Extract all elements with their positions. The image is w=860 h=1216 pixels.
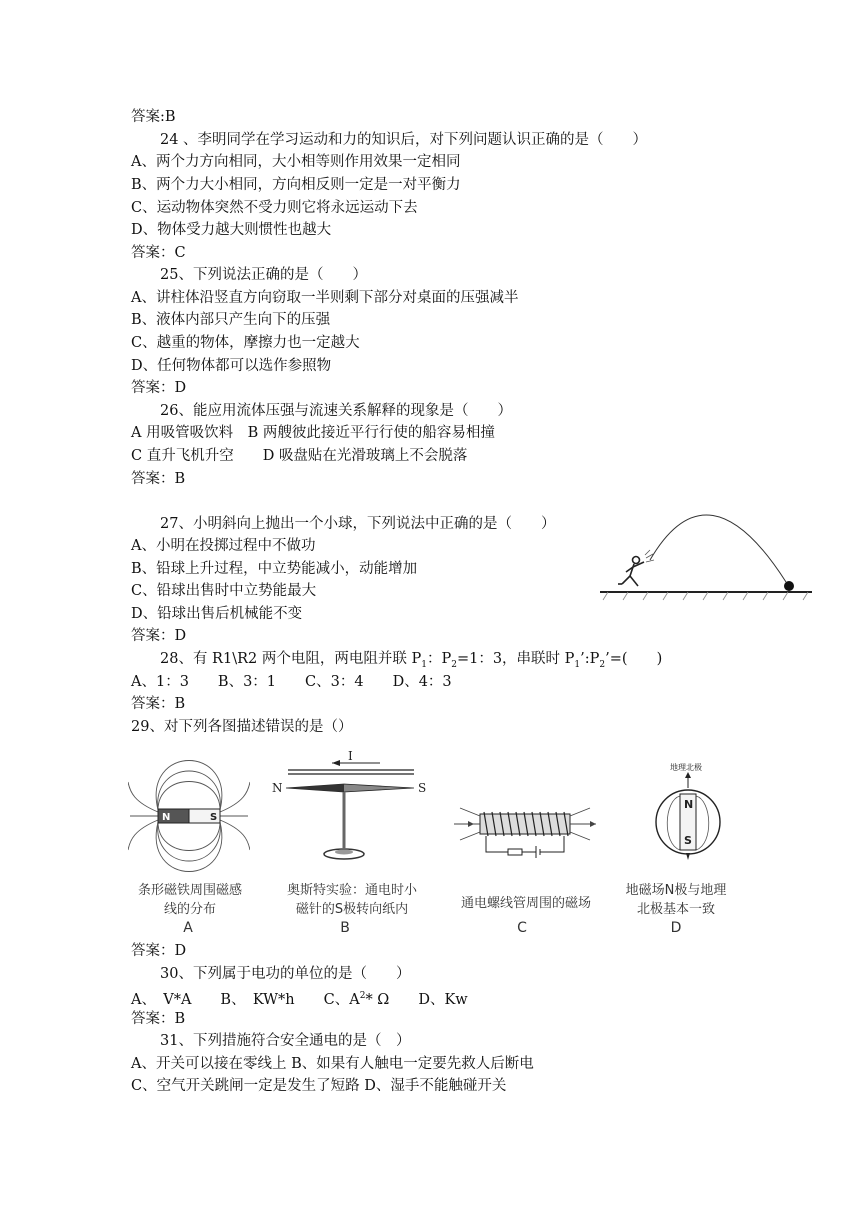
q24-option-c: C、运动物体突然不受力则它将永远运动下去 (131, 200, 418, 216)
thrower-icon (618, 557, 644, 587)
oersted-experiment-figure (268, 748, 438, 876)
q28-options: A、1：3 B、3：1 C、3：4 D、4：3 (131, 674, 452, 690)
geographic-north-label: 地理北极 (670, 763, 702, 772)
fig-c-caption: 通电螺线管周围的磁场 (460, 896, 591, 911)
q31-options-cd: C、空气开关跳闸一定是发生了短路 D、湿手不能触碰开关 (131, 1078, 507, 1094)
q24-option-d: D、物体受力越大则惯性也越大 (131, 222, 332, 238)
q26-options-cd: C 直升飞机升空 D 吸盘贴在光滑玻璃上不会脱落 (131, 448, 468, 464)
q27-option-c: C、铅球出售时中立势能最大 (131, 583, 317, 599)
q25-option-d: D、任何物体都可以选作参照物 (131, 358, 332, 374)
current-label: I (348, 749, 353, 763)
magnet-s-label: S (210, 812, 218, 823)
fig-a-caption: 条形磁铁周围磁感 线的分布 (137, 883, 242, 917)
fig-b-letter: B (340, 920, 350, 936)
answer-30: 答案：B (131, 1011, 186, 1027)
answer-27: 答案：D (131, 628, 187, 644)
earth-magnet-n-label: N (684, 798, 694, 811)
magnet-n-label: N (162, 812, 171, 823)
needle-n-label: N (272, 781, 283, 795)
fig-a-letter: A (183, 920, 193, 936)
geomagnetic-field-figure (636, 760, 740, 870)
q27-option-a: A、小明在投掷过程中不做功 (131, 538, 316, 554)
answer-26: 答案：B (131, 471, 186, 487)
q24-option-b: B、两个力大小相同，方向相反则一定是一对平衡力 (131, 177, 461, 193)
q24-option-a: A、两个力方向相同，大小相等则作用效果一定相同 (131, 154, 461, 170)
bar-magnet-field-figure (128, 752, 250, 880)
question-25: 25、下列说法正确的是（ ） (160, 267, 367, 283)
solenoid-field-figure (452, 800, 598, 862)
q30-options: A、 V*A B、 KW*h C、$A^2*$ Ω D、Kw (131, 991, 468, 1008)
question-26: 26、能应用流体压强与流速关系解释的现象是（ ） (160, 403, 512, 419)
shot-put-figure (598, 500, 816, 604)
answer-23: 答案:B (131, 109, 176, 125)
q26-options-ab: A 用吸管吸饮料 B 两艘彼此接近平行行使的船容易相撞 (131, 425, 495, 441)
q31-options-ab: A、开关可以接在零线上 B、如果有人触电一定要先救人后断电 (131, 1056, 534, 1072)
question-28: 28、有 R1\R2 两个电阻，两电阻并联 $P_1$：$P_2=1$：3，串联时 $P_1’:P_2’=$( ) (160, 651, 663, 670)
needle-s-label: S (418, 781, 427, 795)
q27-option-d: D、铅球出售后机械能不变 (131, 606, 303, 622)
q25-option-b: B、液体内部只产生向下的压强 (131, 312, 331, 328)
fig-c-letter: C (517, 920, 527, 936)
question-30: 30、下列属于电功的单位的是（ ） (160, 966, 411, 982)
question-24: 24 、李明同学在学习运动和力的知识后，对下列问题认识正确的是（ ） (160, 132, 648, 148)
answer-24: 答案：C (131, 245, 186, 261)
fig-b-caption: 奥斯特实验：通电时小 磁针的S极转向纸内 (286, 883, 417, 917)
question-27: 27、小明斜向上抛出一个小球，下列说法中正确的是（ ） (160, 516, 556, 532)
answer-25: 答案：D (131, 380, 187, 396)
answer-29: 答案：D (131, 943, 187, 959)
fig-d-caption: 地磁场N极与地理 北极基本一致 (625, 883, 727, 917)
q27-option-b: B、铅球上升过程，中立势能减小，动能增加 (131, 561, 418, 577)
question-31: 31、下列措施符合安全通电的是（ ） (160, 1033, 411, 1049)
answer-28: 答案：B (131, 696, 186, 712)
question-29: 29、对下列各图描述错误的是（） (131, 719, 353, 735)
fig-d-letter: D (670, 920, 682, 936)
q25-option-a: A、讲柱体沿竖直方向窃取一半则剩下部分对桌面的压强减半 (131, 290, 519, 306)
earth-magnet-s-label: S (684, 834, 692, 847)
q25-option-c: C、越重的物体，摩擦力也一定越大 (131, 335, 360, 351)
